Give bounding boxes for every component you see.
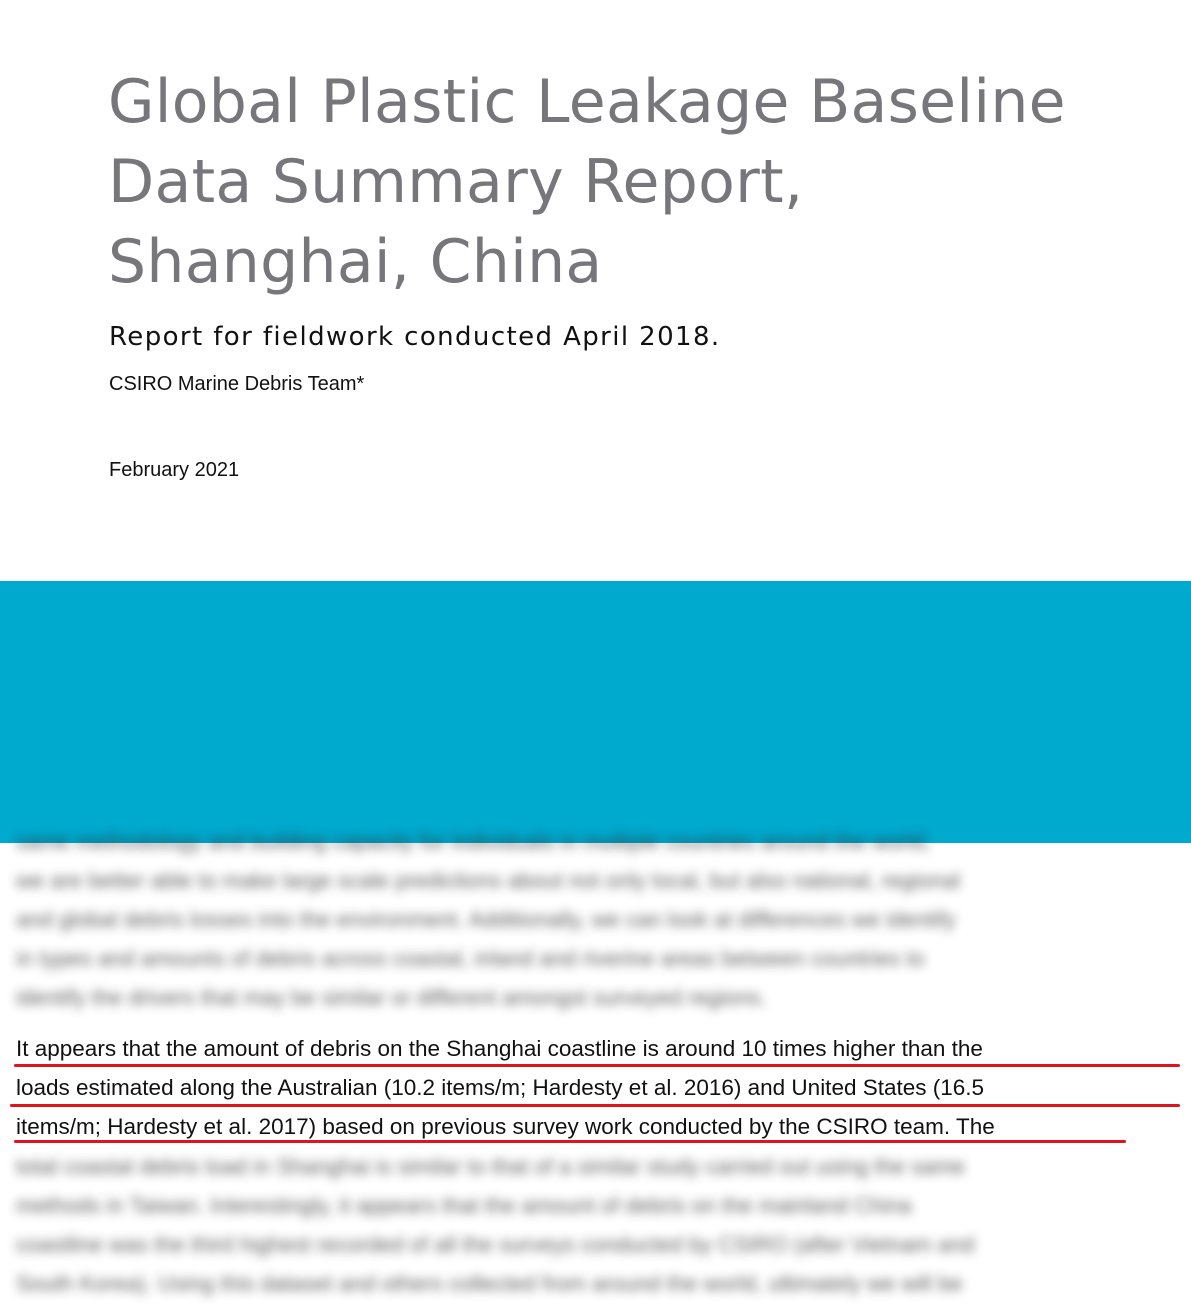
highlighted-line: It appears that the amount of debris on the Shanghai coastline is around 10 times higher than the	[16, 1036, 983, 1061]
red-underline	[10, 1104, 1180, 1107]
blurred-line: same methodology and building capacity for individuals in multiple countries around the world,	[16, 829, 931, 854]
report-title-line: Shanghai, China	[108, 227, 603, 297]
highlighted-line: loads estimated along the Australian (10.2 items/m; Hardesty et al. 2016) and United States (16.5	[16, 1075, 985, 1100]
report-title	[108, 62, 1108, 302]
highlighted-line: items/m; Hardesty et al. 2017) based on previous survey work conducted by the CSIRO team. The	[16, 1114, 995, 1139]
report-title-line: Data Summary Report,	[108, 147, 804, 217]
blurred-line: and global debris losses into the environment. Additionally, we can look at differences we identify	[16, 907, 956, 932]
cover-color-band	[0, 581, 1191, 843]
blurred-line: identify the drivers that may be similar or different amongst surveyed regions.	[16, 985, 767, 1010]
blurred-line: in types and amounts of debris across coastal, inland and riverine areas between countries to	[16, 946, 925, 971]
blurred-line: methods in Taiwan. Interestingly, it appears that the amount of debris on the mainland China	[16, 1193, 912, 1218]
red-underline	[14, 1140, 1126, 1143]
blurred-line: coastline was the third highest recorded of all the surveys conducted by CSIRO (after Vietnam and	[16, 1232, 975, 1257]
report-title-line: Global Plastic Leakage Baseline	[108, 67, 1066, 137]
highlighted-paragraph	[16, 1029, 1181, 1146]
blurred-paragraph-below	[16, 1147, 1176, 1314]
report-date: February 2021	[109, 459, 240, 481]
red-underline	[14, 1064, 1180, 1067]
blurred-line: total coastal debris load in Shanghai is similar to that of a similar study carried out using the same	[16, 1154, 965, 1179]
blurred-paragraph-above	[16, 822, 1176, 1018]
report-authors: CSIRO Marine Debris Team*	[109, 373, 365, 395]
blurred-line: we are better able to make large scale predictions about not only local, but also national, regional	[16, 868, 961, 893]
report-subtitle: Report for fieldwork conducted April 2018.	[109, 322, 721, 352]
blurred-line: South Korea). Using this dataset and others collected from around the world, ultimately we will be	[16, 1271, 963, 1296]
